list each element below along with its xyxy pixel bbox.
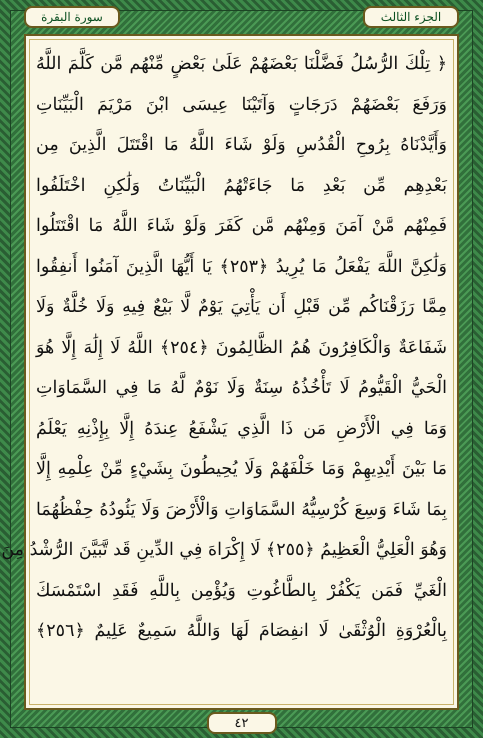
surah-name-label: سورة البقرة — [24, 6, 120, 28]
mushaf-page — [1, 34, 459, 710]
text-line-1: ﴿ تِلْكَ الرُّسُلُ فَضَّلْنَا بَعْضَهُمْ عَلَىٰ بَعْضٍ مِّنْهُم مَّن كَلَّمَ اللَّهُ — [36, 54, 447, 74]
text-line-3: وَأَيَّدْنَاهُ بِرُوحِ الْقُدُسِ وَلَوْ شَاءَ اللَّهُ مَا اقْتَتَلَ الَّذِينَ مِن — [36, 135, 447, 155]
juz-label: الجزء الثالث — [363, 6, 459, 28]
page-header — [24, 4, 459, 32]
text-line-5: فَمِنْهُم مَّنْ آمَنَ وَمِنْهُم مَّن كَفَرَ وَلَوْ شَاءَ اللَّهُ مَا اقْتَتَلُوا — [36, 216, 447, 236]
text-line-6: وَلَٰكِنَّ اللَّهَ يَفْعَلُ مَا يُرِيدُ ﴿٢٥٣﴾ يَا أَيُّهَا الَّذِينَ آمَنُوا أَنفِقُوا — [36, 256, 447, 277]
text-line-14: الْغَيِّ فَمَن يَكْفُرْ بِالطَّاغُوتِ وَيُؤْمِن بِاللَّهِ فَقَدِ اسْتَمْسَكَ — [36, 580, 447, 601]
page-number: ٤٢ — [207, 712, 277, 734]
text-line-9: الْحَيُّ الْقَيُّومُ لَا تَأْخُذُهُ سِنَةٌ وَلَا نَوْمٌ لَّهُ مَا فِي السَّمَاوَاتِ — [36, 378, 447, 398]
text-line-7: مِمَّا رَزَقْنَاكُم مِّن قَبْلِ أَن يَأْتِيَ يَوْمٌ لَّا بَيْعٌ فِيهِ وَلَا خُلَّةٌ وَلَا — [36, 297, 447, 317]
text-line-8: شَفَاعَةٌ وَالْكَافِرُونَ هُمُ الظَّالِمُونَ ﴿٢٥٤﴾ اللَّهُ لَا إِلَٰهَ إِلَّا هُوَ — [36, 337, 448, 358]
text-line-12: بِمَا شَاءَ وَسِعَ كُرْسِيُّهُ السَّمَاوَاتِ وَالْأَرْضَ وَلَا يَئُودُهُ حِفْظُهُمَا — [36, 499, 447, 520]
text-line-15: بِالْعُرْوَةِ الْوُثْقَىٰ لَا انفِصَامَ لَهَا وَاللَّهُ سَمِيعٌ عَلِيمٌ ﴿٢٥٦﴾ — [36, 621, 447, 641]
text-line-11: مَا بَيْنَ أَيْدِيهِمْ وَمَا خَلْفَهُمْ وَلَا يُحِيطُونَ بِشَيْءٍ مِّنْ عِلْمِهِ إِلَّا — [36, 459, 447, 479]
text-line-13: وَهُوَ الْعَلِيُّ الْعَظِيمُ ﴿٢٥٥﴾ لَا إِكْرَاهَ فِي الدِّينِ قَد تَّبَيَّنَ الرُّشْدُ مِنَ — [1, 540, 447, 560]
text-line-4: بَعْدِهِم مِّن بَعْدِ مَا جَاءَتْهُمُ الْبَيِّنَاتُ وَلَٰكِنِ اخْتَلَفُوا — [36, 175, 447, 196]
text-line-2: وَرَفَعَ بَعْضَهُمْ دَرَجَاتٍ وَآتَيْنَا عِيسَى ابْنَ مَرْيَمَ الْبَيِّنَاتِ — [36, 94, 447, 115]
text-line-10: وَمَا فِي الْأَرْضِ مَن ذَا الَّذِي يَشْفَعُ عِندَهُ إِلَّا بِإِذْنِهِ يَعْلَمُ — [36, 418, 447, 439]
verse-text-area — [1, 44, 448, 694]
